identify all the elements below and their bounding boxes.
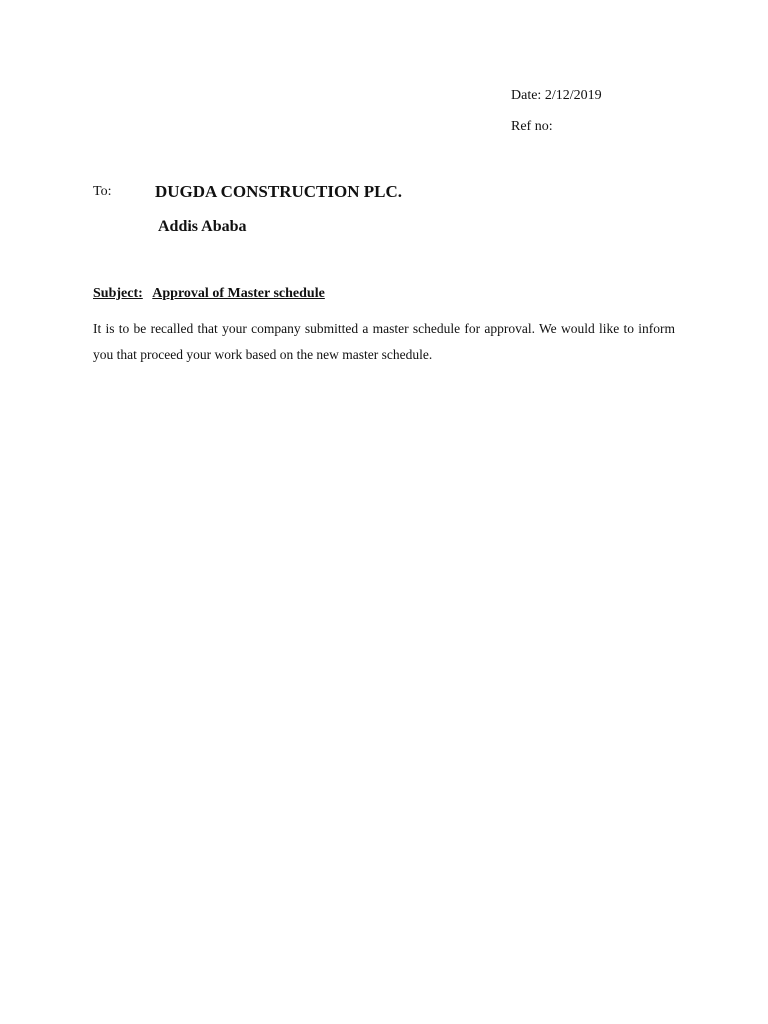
recipient-name: DUGDA CONSTRUCTION PLC. [155,182,402,201]
date-line: Date: 2/12/2019 [511,88,602,103]
to-label: To: [93,184,112,199]
ref-number-line: Ref no: [511,119,553,134]
subject-label: Subject: [93,286,143,301]
subject-text: Approval of Master schedule [152,286,325,301]
subject-line [93,286,325,302]
body-paragraph: It is to be recalled that your company submitted a master schedule for approval. We would like to inform you that proceed your work based on the new master schedule. [93,321,675,362]
recipient-city: Addis Ababa [158,218,247,235]
